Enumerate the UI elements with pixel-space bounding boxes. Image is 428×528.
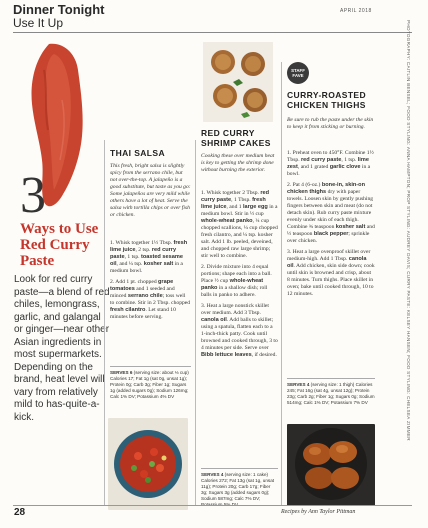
shrimp-cakes-intro: Cooking these over medium heat is key to getting the shrimp done without burning the exterior. (201, 153, 275, 173)
salsa-title: THAI SALSA (110, 148, 165, 158)
shrimp-cakes-nutrition: SERVES 4 (serving size: 1 cake) Calories 272; Fat 13g (sat 1g, unsat 11g); Protein 20g; Carb 17g; Fiber 3g; Sugars 3g (added sugars 0g); Sodium 587mg; Calc 7% DV; Potassium 5% DV (201, 468, 278, 508)
salsa-nutrition: SERVES 6 (serving size: about ⅓ cup) Calories 17; Fat 1g (sat 0g, unsat 1g); Protein 0g; Carb 3g; Fiber 1g; Sugars 1g (added sugars 0g); Sodium 126mg; Calc 1% DV; Potassium 4% DV (110, 366, 191, 400)
footer-divider (13, 505, 412, 506)
salsa-step: 1. Whisk together 1½ Tbsp. fresh lime juice, 2 tsp. red curry paste, 1 tsp. toasted sesame oil, and ¼ tsp. kosher salt in a medium bowl. (110, 240, 188, 274)
salsa-photo (108, 418, 188, 510)
chicken-thighs-step: 1. Preheat oven to 450°F. Combine 1½ Tbsp. red curry paste, 1 tsp. lime zest, and 1 grated garlic clove in a bowl. (287, 150, 374, 177)
shrimp-cakes-steps (201, 190, 278, 363)
recipe-byline: Recipes by Ann Taylor Pittman (281, 509, 356, 515)
shrimp-cakes-step: 3. Heat a large nonstick skillet over medium. Add 3 Tbsp. canola oil. Add balls to skillet; using a spatula, flatten each to a 1-inch-thick patty. Cook until browned and cooked through, 3 to 4 minutes per side. Serve over Bibb lettuce leaves, if desired. (201, 303, 278, 358)
chicken-thighs-nutrition: SERVES 4 (serving size: 1 thigh) Calories 245; Fat 16g (sat 4g, unsat 12g); Protein 23g; Carb 2g; Fiber 1g; Sugars 0g; Sodium 514mg; Calc 1% DV; Potassium 7% DV (287, 378, 375, 406)
salsa-steps (110, 240, 191, 325)
issue-date: APRIL 2018 (340, 8, 372, 14)
section-subtitle: Use It Up (13, 16, 64, 30)
salsa-intro: This fresh, bright salsa is slightly spicy from the serrano chile, but not over-the-top. A jalapeño is a good substitute, but taste as you go: Some jalapeños are very mild while others have a lot of heat. Serve the salsa with tortilla chips or over fish or chicken. (110, 163, 191, 218)
chicken-thighs-step: 2. Pat 4 (6-oz.) bone-in, skin-on chicken thighs dry with paper towels. Loosen skin by gently pushing fingers between skin and meat (do not detach skin). Rub curry paste mixture evenly under skin of each thigh. Combine ¾ teaspoon kosher salt and ½ teaspoon black pepper; sprinkle over chicken. (287, 182, 375, 244)
chicken-thighs-photo (287, 424, 375, 506)
photo-credit: PHOTOGRAPHY: CAITLIN BENSEL; FOOD STYLING: ANNA HAMPTON; PROP STYLING: AUDREY DAVIS; CURRY PASTE: KELSEY HANSEN; FOOD STYLING: CHELSEA ZIMMER (406, 20, 411, 441)
staff-fave-badge: STAFF FAVE (287, 62, 309, 84)
header-divider (13, 32, 412, 33)
shrimp-cakes-step: 2. Divide mixture into 4 equal portions; shape each into a ball. Place ½ cup whole-wheat panko in a shallow dish; roll balls in panko to adhere. (201, 264, 272, 298)
shrimp-cakes-photo (203, 42, 273, 122)
page-number: 28 (14, 507, 26, 518)
intro-number: 3 (20, 167, 46, 224)
intro-title: Ways to Use Red Curry Paste (20, 221, 99, 269)
shrimp-cakes-step: 1. Whisk together 2 Tbsp. red curry paste, 1 Tbsp. fresh lime juice, and 1 large egg in a medium bowl. Stir in ½ cup whole-wheat panko, ¼ cup chopped scallions, ¼ cup chopped fresh cilantro, and ¼ tsp. kosher salt. Add 1 lb. peeled, deveined, and chopped raw large shrimp; stir well to combine. (201, 190, 278, 259)
chicken-thighs-step: 3. Heat a large ovenproof skillet over medium-high. Add 1 Tbsp. canola oil. Add chicken, skin side down; cook until skin is browned and crisp, about 8 minutes. Turn thighs. Place skillet in oven; bake until cooked through, 10 to 12 minutes. (287, 249, 375, 297)
salsa-step: 2. Add 1 pt. chopped grape tomatoes and 1 seeded and minced serrano chile; toss well to combine. Stir in 2 Tbsp. chopped fresh cilantro. Let stand 10 minutes before serving. (110, 279, 191, 320)
column-divider (195, 140, 196, 506)
chicken-thighs-intro: Be sure to rub the paste under the skin to keep it from sticking or burning. (287, 117, 374, 130)
shrimp-cakes-title: RED CURRY SHRIMP CAKES (201, 128, 271, 148)
chicken-thighs-steps (287, 150, 375, 302)
section-title: Dinner Tonight (13, 2, 105, 17)
chicken-thighs-title: CURRY-ROASTED CHICKEN THIGHS (287, 90, 367, 110)
intro-body: Look for red curry paste—a blend of red chiles, lemongrass, garlic, and galangal or ginger—near other Asian ingredients in most supermarkets. Depending on the brand, heat level will vary from relatively mild to has-quite-a-kick. (14, 274, 110, 423)
column-divider (104, 140, 105, 506)
column-divider (281, 62, 282, 506)
